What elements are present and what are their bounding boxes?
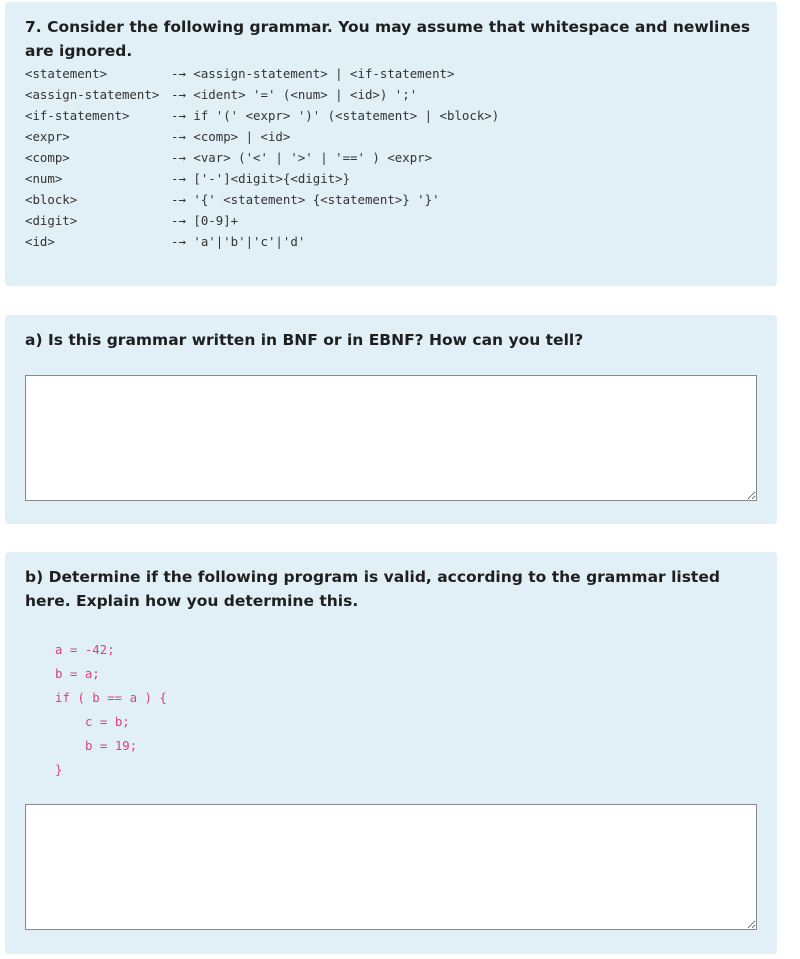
grammar-rule xyxy=(25,168,499,189)
rule-rhs: -→ [0-9]+ xyxy=(171,213,239,228)
grammar-rule xyxy=(25,231,499,252)
grammar-rule xyxy=(25,210,499,231)
part-b-title: b) Determine if the following program is valid, according to the grammar listed here. Explain how you determine this. xyxy=(25,568,720,610)
rule-lhs: <digit> xyxy=(25,213,78,228)
code-line: b = 19; xyxy=(85,738,138,753)
rule-lhs: <id> xyxy=(25,234,55,249)
grammar-rule xyxy=(25,189,499,210)
grammar-rule xyxy=(25,63,499,84)
code-line: b = a; xyxy=(55,666,100,681)
grammar-block xyxy=(25,63,499,252)
rule-lhs: <assign-statement> xyxy=(25,87,160,102)
part-b-answer-input[interactable] xyxy=(25,804,757,930)
rule-lhs: <block> xyxy=(25,192,78,207)
grammar-rule xyxy=(25,105,499,126)
rule-lhs: <comp> xyxy=(25,150,70,165)
question-title: 7. Consider the following grammar. You may assume that whitespace and newlines are ignored. xyxy=(25,18,751,60)
code-line: } xyxy=(55,762,63,777)
rule-lhs: <if-statement> xyxy=(25,108,130,123)
rule-lhs: <statement> xyxy=(25,66,108,81)
rule-rhs: -→ <comp> | <id> xyxy=(171,129,291,144)
grammar-rule xyxy=(25,147,499,168)
grammar-rule xyxy=(25,126,499,147)
rule-rhs: -→ <assign-statement> | <if-statement> xyxy=(171,66,455,81)
question-card xyxy=(5,2,777,286)
rule-lhs: <expr> xyxy=(25,129,70,144)
rule-rhs: -→ ['-']<digit>{<digit>} xyxy=(171,171,351,186)
code-line: if ( b == a ) { xyxy=(55,690,167,705)
grammar-rule xyxy=(25,84,499,105)
rule-rhs: -→ <var> ('<' | '>' | '==' ) <expr> xyxy=(171,150,433,165)
rule-rhs: -→ <ident> '=' (<num> | <id>) ';' xyxy=(171,87,418,102)
part-a-card xyxy=(5,315,777,524)
code-line: a = -42; xyxy=(55,642,115,657)
code-sample xyxy=(55,638,167,782)
part-a-answer-input[interactable] xyxy=(25,375,757,501)
code-line: c = b; xyxy=(85,714,130,729)
part-b-card xyxy=(5,552,777,954)
rule-lhs: <num> xyxy=(25,171,63,186)
rule-rhs: -→ if '(' <expr> ')' (<statement> | <block>) xyxy=(171,108,500,123)
part-a-title: a) Is this grammar written in BNF or in EBNF? How can you tell? xyxy=(25,331,584,349)
rule-rhs: -→ 'a'|'b'|'c'|'d' xyxy=(171,234,306,249)
rule-rhs: -→ '{' <statement> {<statement>} '}' xyxy=(171,192,440,207)
